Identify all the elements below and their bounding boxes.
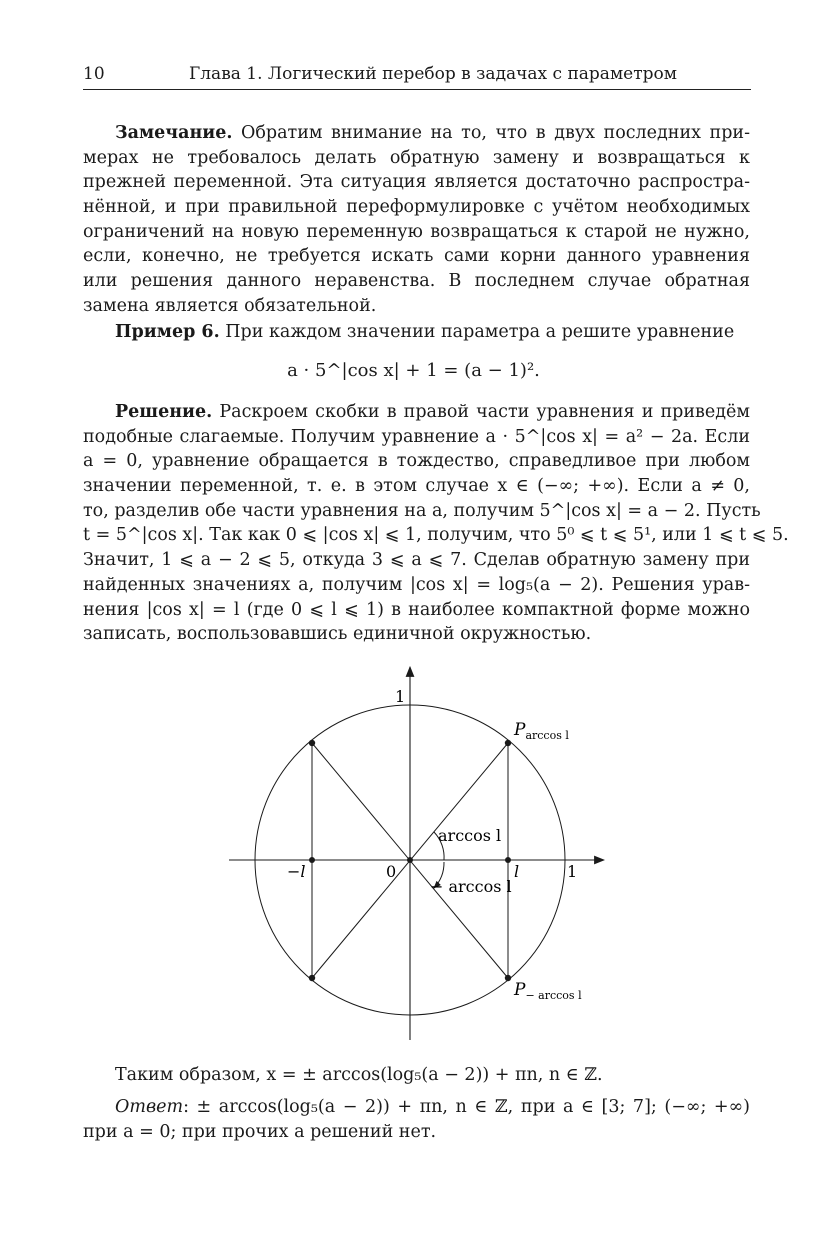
solution-label: Решение. [115, 402, 213, 422]
label-arccos: arccos l [438, 826, 502, 845]
example-equation: a · 5^|cos x| + 1 = (a − 1)². [287, 360, 540, 381]
solution-line: записать, воспользовавшись единичной окружностью. [83, 624, 592, 645]
label-p-arccos: $P_{arccos l}$ [514, 720, 569, 742]
remark-line: замена является обязательной. [83, 295, 377, 316]
page-number: 10 [83, 64, 105, 84]
chapter-title: Глава 1. Логический перебор в задачах с параметром [189, 64, 677, 84]
point-p-arccos [505, 740, 511, 746]
example-line: Пример 6. При каждом значении параметра a решите уравнение [115, 322, 735, 342]
solution-line: значении переменной, т. е. в этом случае x ∈ (−∞; +∞). Если a ≠ 0, [83, 476, 750, 497]
label-right-one: 1 [567, 862, 578, 881]
point [309, 975, 315, 981]
origin-point [407, 857, 413, 863]
solution-line: t = 5^|cos x|. Так как 0 ⩽ |cos x| ⩽ 1, получим, что 5⁰ ⩽ t ⩽ 5¹, или 1 ⩽ t ⩽ 5. [83, 525, 789, 546]
remark-line: мерах не требовалось делать обратную замену и возвращаться к [83, 147, 750, 168]
answer-label: Ответ [115, 1097, 184, 1117]
solution-line: нения |cos x| = l (где 0 ⩽ l ⩽ 1) в наиболее компактной форме можно [83, 599, 750, 620]
label-neg-arccos: − arccos l [430, 877, 512, 896]
remark-line: ограничений на новую переменную возвращаться к старой не нужно, [83, 221, 750, 242]
solution-line: Значит, 1 ⩽ a − 2 ⩽ 5, откуда 3 ⩽ a ⩽ 7. Сделав обратную замену при [83, 550, 750, 571]
solution-line: то, разделив обе части уравнения на a, получим 5^|cos x| = a − 2. Пусть [83, 500, 761, 521]
point [309, 740, 315, 746]
conclusion-line: Таким образом, x = ± arccos(log₅(a − 2)) + πn, n ∈ ℤ. [115, 1065, 603, 1085]
solution-line: Решение. Раскроем скобки в правой части уравнения и приведём [115, 402, 750, 422]
remark-label: Замечание. [115, 123, 233, 143]
answer-line: Ответ: ± arccos(log₅(a − 2)) + πn, n ∈ ℤ, при a ∈ [3; 7]; (−∞; +∞) [115, 1097, 750, 1117]
solution-line: подобные слагаемые. Получим уравнение a · 5^|cos x| = a² − 2a. Если [83, 426, 750, 447]
remark-line: или решения данного неравенства. В последнем случае обратная [83, 271, 750, 292]
label-l: l [514, 862, 520, 881]
answer-line: при a = 0; при прочих a решений нет. [83, 1121, 437, 1142]
point-l [505, 857, 511, 863]
solution-line: a = 0, уравнение обращается в тождество, справедливое при любом [83, 451, 750, 472]
point-p-neg-arccos [505, 975, 511, 981]
label-top-one: 1 [395, 687, 406, 706]
solution-line: найденных значениях a, получим |cos x| = log₅(a − 2). Решения урав- [83, 574, 750, 595]
label-neg-l: −l [287, 862, 306, 881]
remark-line: прежней переменной. Эта ситуация является достаточно распростра- [83, 172, 750, 193]
example-label: Пример 6. [115, 322, 220, 342]
point-neg-l [309, 857, 315, 863]
remark-line: нённой, и при правильной переформулировке с учётом необходимых [83, 197, 750, 218]
conclusion-paragraph [83, 1063, 750, 1088]
remark-line: Замечание. Обратим внимание на то, что в двух последних при- [115, 123, 750, 143]
answer-paragraph [83, 1095, 750, 1144]
label-p-neg-arccos: $P_{- arccos l}$ [514, 980, 582, 1002]
remark-line: если, конечно, не требуется искать сами корни данного уравнения [83, 246, 750, 267]
label-zero: 0 [386, 862, 397, 881]
